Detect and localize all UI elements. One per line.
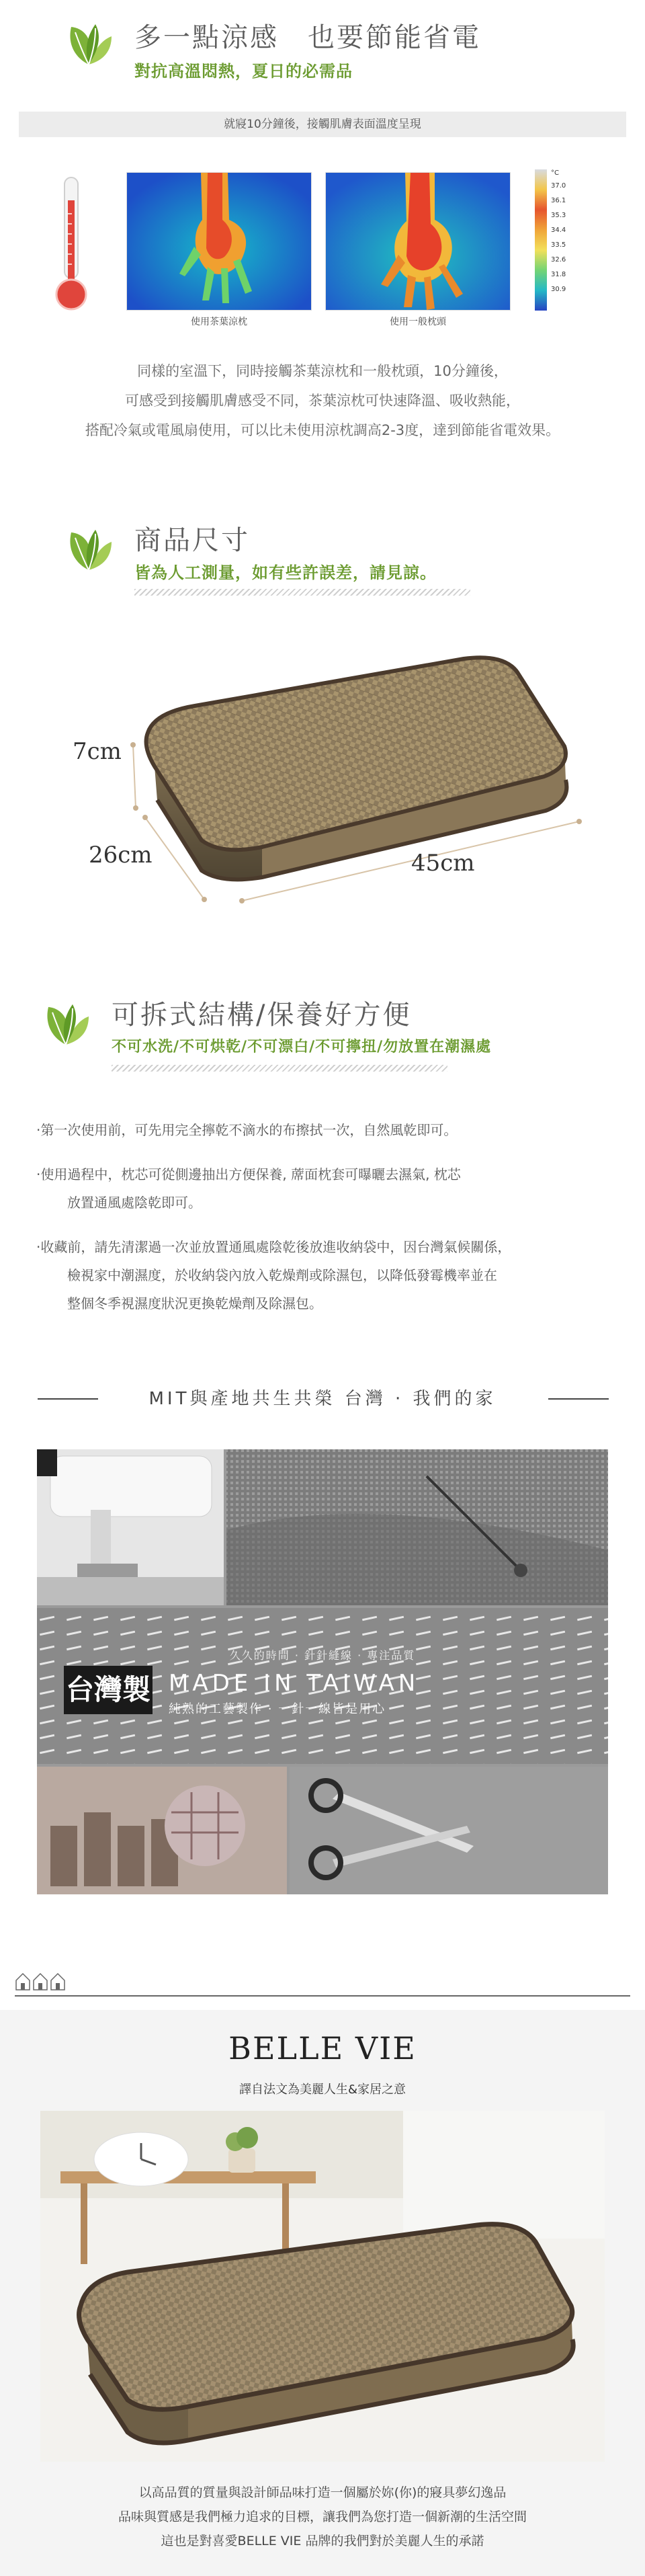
made-in-taiwan-collage (37, 1449, 608, 1894)
mit-banner: MIT與產地共生共榮 台灣 · 我們的家 (148, 1389, 497, 1409)
pillow-illustration (101, 645, 585, 914)
size-title: 商品尺寸 (134, 525, 250, 556)
scale-value: 33.5 (551, 241, 566, 249)
care-bullet-3-cont2: 整個冬季視濕度狀況更換乾燥劑及除濕包。 (67, 1295, 322, 1312)
care-bullet-3: ‧收藏前，請先清潔過一次並放置通風處陰乾後放進收納袋中，因台灣氣候關係， (36, 1239, 511, 1255)
thermal-caption-tea-pillow: 使用茶葉涼枕 (191, 317, 247, 327)
temperature-scale (531, 169, 590, 311)
scale-value: 37.0 (551, 182, 566, 190)
cooling-subtitle: 對抗高溫悶熱，夏日的必需品 (134, 62, 353, 81)
brand-line: 以高品質的質量與設計師品味打造一個屬於妳(你)的寢具夢幻逸品 (138, 2485, 507, 2500)
scale-unit: °C (551, 169, 559, 177)
thermal-paragraph (0, 356, 645, 445)
care-bullet-3-cont: 檢視家中潮濕度，於收納袋內放入乾燥劑或除濕包，以降低發霉機率並在 (67, 1267, 497, 1283)
mit-made-in-taiwan: MADE IN TAIWAN (169, 1670, 420, 1697)
lifestyle-pillow-photo (40, 2111, 605, 2462)
mit-taiwan-made: 台灣製 (65, 1673, 150, 1706)
scale-value: 34.4 (551, 227, 566, 234)
brand-logo: BELLE VIE (228, 2030, 417, 2066)
tea-leaf-icon (62, 17, 116, 71)
care-subtitle: 不可水洗/不可烘乾/不可漂白/不可擰扭/勿放置在潮濕處 (112, 1039, 492, 1055)
house-icons (15, 1971, 69, 1991)
thermal-caption-normal-pillow: 使用一般枕頭 (390, 317, 446, 327)
scale-value: 31.8 (551, 271, 566, 278)
para-line: 搭配冷氣或電風扇使用，可以比未使用涼枕調高2-3度，達到節能省電效果。 (85, 422, 560, 438)
scale-value: 36.1 (551, 197, 566, 204)
brand-line: 品味與質感是我們極力追求的目標，讓我們為您打造一個新潮的生活空間 (118, 2509, 527, 2524)
thermal-image-tea-pillow (126, 172, 312, 311)
dimension-height: 7cm (73, 738, 122, 765)
scale-value: 32.6 (551, 256, 566, 264)
dimension-depth: 26cm (89, 842, 153, 869)
hatch-divider (112, 1065, 447, 1072)
brand-line: 這也是對喜愛BELLE VIE 品牌的我們對於美麗人生的承諾 (161, 2534, 484, 2548)
hatch-divider (134, 589, 470, 596)
para-line: 可感受到接觸肌膚感受不同，茶葉涼枕可快速降溫、吸收熱能， (125, 393, 520, 409)
thermal-header-bar: 就寢10分鐘後，接觸肌膚表面溫度呈現 (19, 112, 626, 137)
size-subtitle: 皆為人工測量，如有些許誤差，請見諒。 (134, 563, 437, 582)
scale-value: 30.9 (551, 286, 566, 293)
thermal-image-normal-pillow (325, 172, 511, 311)
brand-subtitle: 譯自法文為美麗人生&家居之意 (239, 2083, 406, 2097)
footer-divider (15, 1995, 630, 1997)
tea-leaf-icon (39, 998, 93, 1051)
dimension-width: 45cm (411, 850, 475, 877)
brand-paragraph (0, 2481, 645, 2553)
care-bullet-1: ‧第一次使用前，可先用完全擰乾不滴水的布擦拭一次，自然風乾即可。 (36, 1122, 458, 1138)
thermometer-icon (55, 173, 87, 315)
care-title: 可拆式結構/保養好方便 (112, 1000, 412, 1031)
scale-value: 35.3 (551, 212, 566, 219)
cooling-title: 多一點涼感 也要節能省電 (134, 22, 481, 53)
care-bullet-2: ‧使用過程中，枕芯可從側邊抽出方便保養, 蓆面枕套可曝曬去濕氣, 枕芯 (36, 1166, 461, 1182)
mit-small-caption: 久久的時間 · 針針縫線 · 專注品質 (229, 1649, 416, 1662)
mit-slogan: 純熟的工藝製作 · 一針一線皆是用心 (169, 1702, 386, 1716)
care-bullet-2-cont: 放置通風處陰乾即可。 (67, 1195, 202, 1211)
tea-leaf-icon (62, 523, 116, 577)
para-line: 同樣的室溫下，同時接觸茶葉涼枕和一般枕頭，10分鐘後， (137, 363, 508, 379)
